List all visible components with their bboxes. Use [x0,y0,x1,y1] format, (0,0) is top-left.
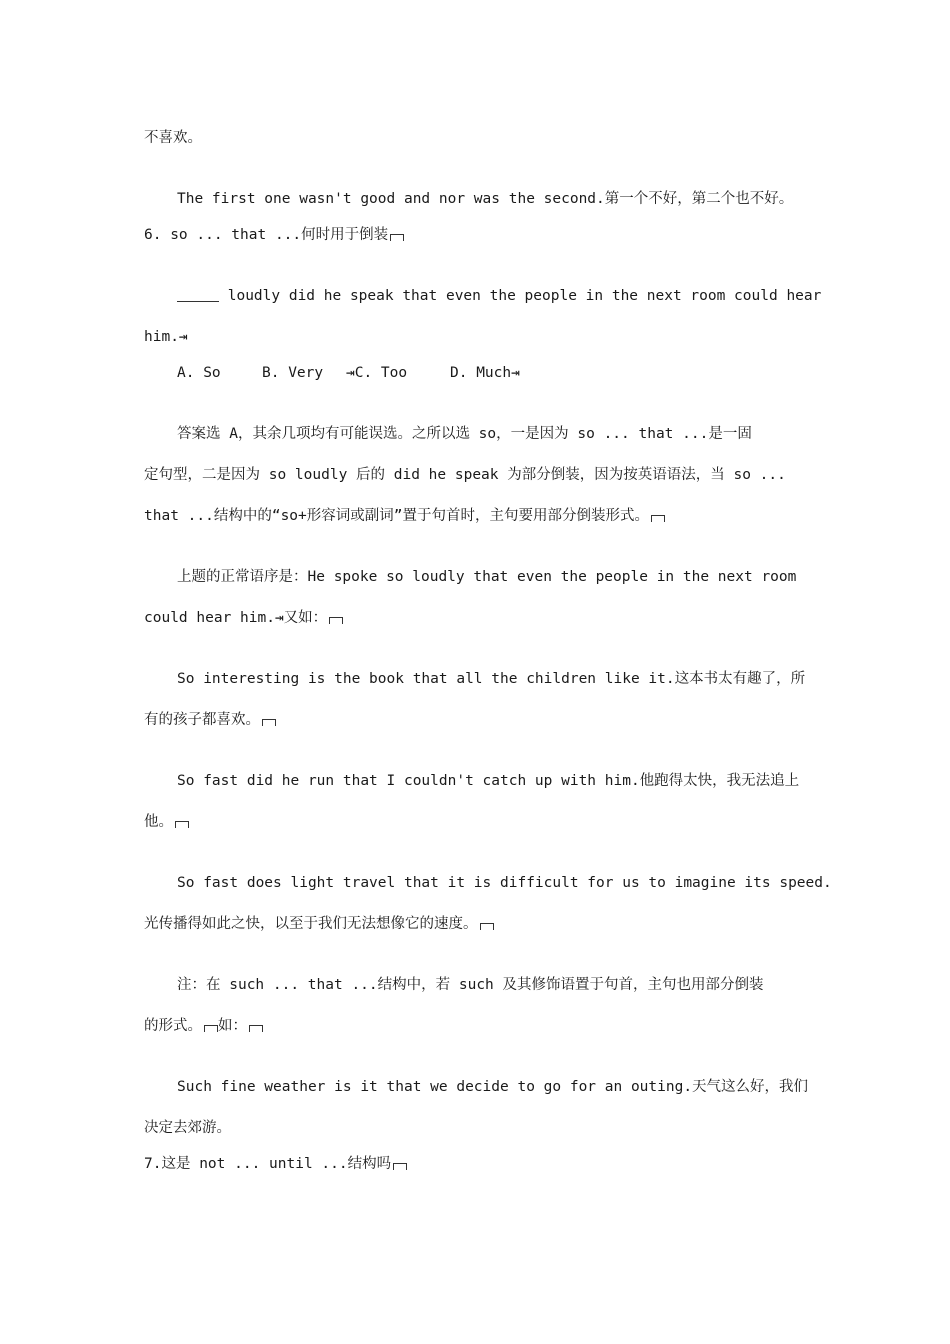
text: 不喜欢。 [144,130,202,146]
text-line [177,771,799,791]
tab-mark-icon: ⇥ [274,610,284,626]
text: 注：在 such ... that ...结构中，若 such 及其修饰语置于句首，主句也用部分倒装 [177,977,764,993]
paragraph-mark-icon [393,1163,407,1170]
paragraph-mark-icon [175,821,189,828]
option-c: ⇥C. Too [346,365,408,381]
option-b: B. Very [262,365,324,381]
text-line [177,1077,808,1097]
text: 答案选 A，其余几项均有可能误选。之所以选 so，一是因为 so ... that ...是一固 [177,426,752,442]
text: him. [144,329,179,345]
text-line [144,465,786,485]
text: could hear him. [144,610,275,626]
text: that ...结构中的“so+形容词或副词”置于句首时，主句要用部分倒装形式。 [144,508,649,524]
text: 有的孩子都喜欢。 [144,712,260,728]
tab-mark-icon: ⇥ [178,329,188,345]
text: So fast did he run that I couldn't catch up with him.他跑得太快，我无法追上 [177,773,800,789]
paragraph-mark-icon [480,923,494,930]
text: 上题的正常语序是：He spoke so loudly that even the people in the next room [177,569,797,585]
paragraph-mark-icon [390,234,404,241]
option-d: D. Much⇥ [450,365,520,381]
text-line [144,812,189,832]
question-line [144,327,188,347]
text-line [177,567,796,587]
text-line [144,710,276,730]
tab-mark-icon: ⇥ [511,365,520,381]
paragraph-mark-icon [262,719,276,726]
text: The first one wasn't good and nor was the second.第一个不好，第二个也不好。 [177,191,794,207]
text-line [177,669,805,689]
section-heading [144,225,404,245]
text-line [177,189,793,209]
section-heading [144,1154,407,1174]
heading-text: 7.这是 not ... until ...结构吗 [144,1156,392,1172]
option-a: A. So [177,365,221,381]
paragraph-mark-icon [651,515,665,522]
text: loudly did he speak that even the people in the next room could hear [227,288,822,304]
text-line [177,873,832,893]
paragraph-mark-icon [329,617,343,624]
text: 的形式。 [144,1018,202,1034]
text: So fast does light travel that it is difficult for us to imagine its speed. [177,875,832,891]
answer-blank [177,287,219,302]
question-line [177,286,822,306]
text-line [144,914,494,934]
text: 定句型，二是因为 so loudly 后的 did he speak 为部分倒装，因为按英语语法，当 so ... [144,467,786,483]
paragraph-mark-icon [249,1025,263,1032]
text: 又如： [283,610,328,626]
heading-text: 6. so ... that ...何时用于倒装 [144,227,389,243]
text-line [177,975,764,995]
text-line [144,128,202,148]
text-line [144,1016,263,1036]
text-line [144,506,665,526]
tab-mark-icon: ⇥ [346,365,355,381]
text: 光传播得如此之快，以至于我们无法想像它的速度。 [144,916,478,932]
text: Such fine weather is it that we decide to go for an outing.天气这么好，我们 [177,1079,809,1095]
text-line [144,608,343,628]
text: So interesting is the book that all the children like it.这本书太有趣了，所 [177,671,806,687]
text: 他。 [144,814,173,830]
text-line [144,1118,231,1138]
paragraph-mark-icon [204,1025,218,1032]
text: 决定去郊游。 [144,1120,231,1136]
text-line [177,424,806,444]
text: 如： [218,1018,247,1034]
